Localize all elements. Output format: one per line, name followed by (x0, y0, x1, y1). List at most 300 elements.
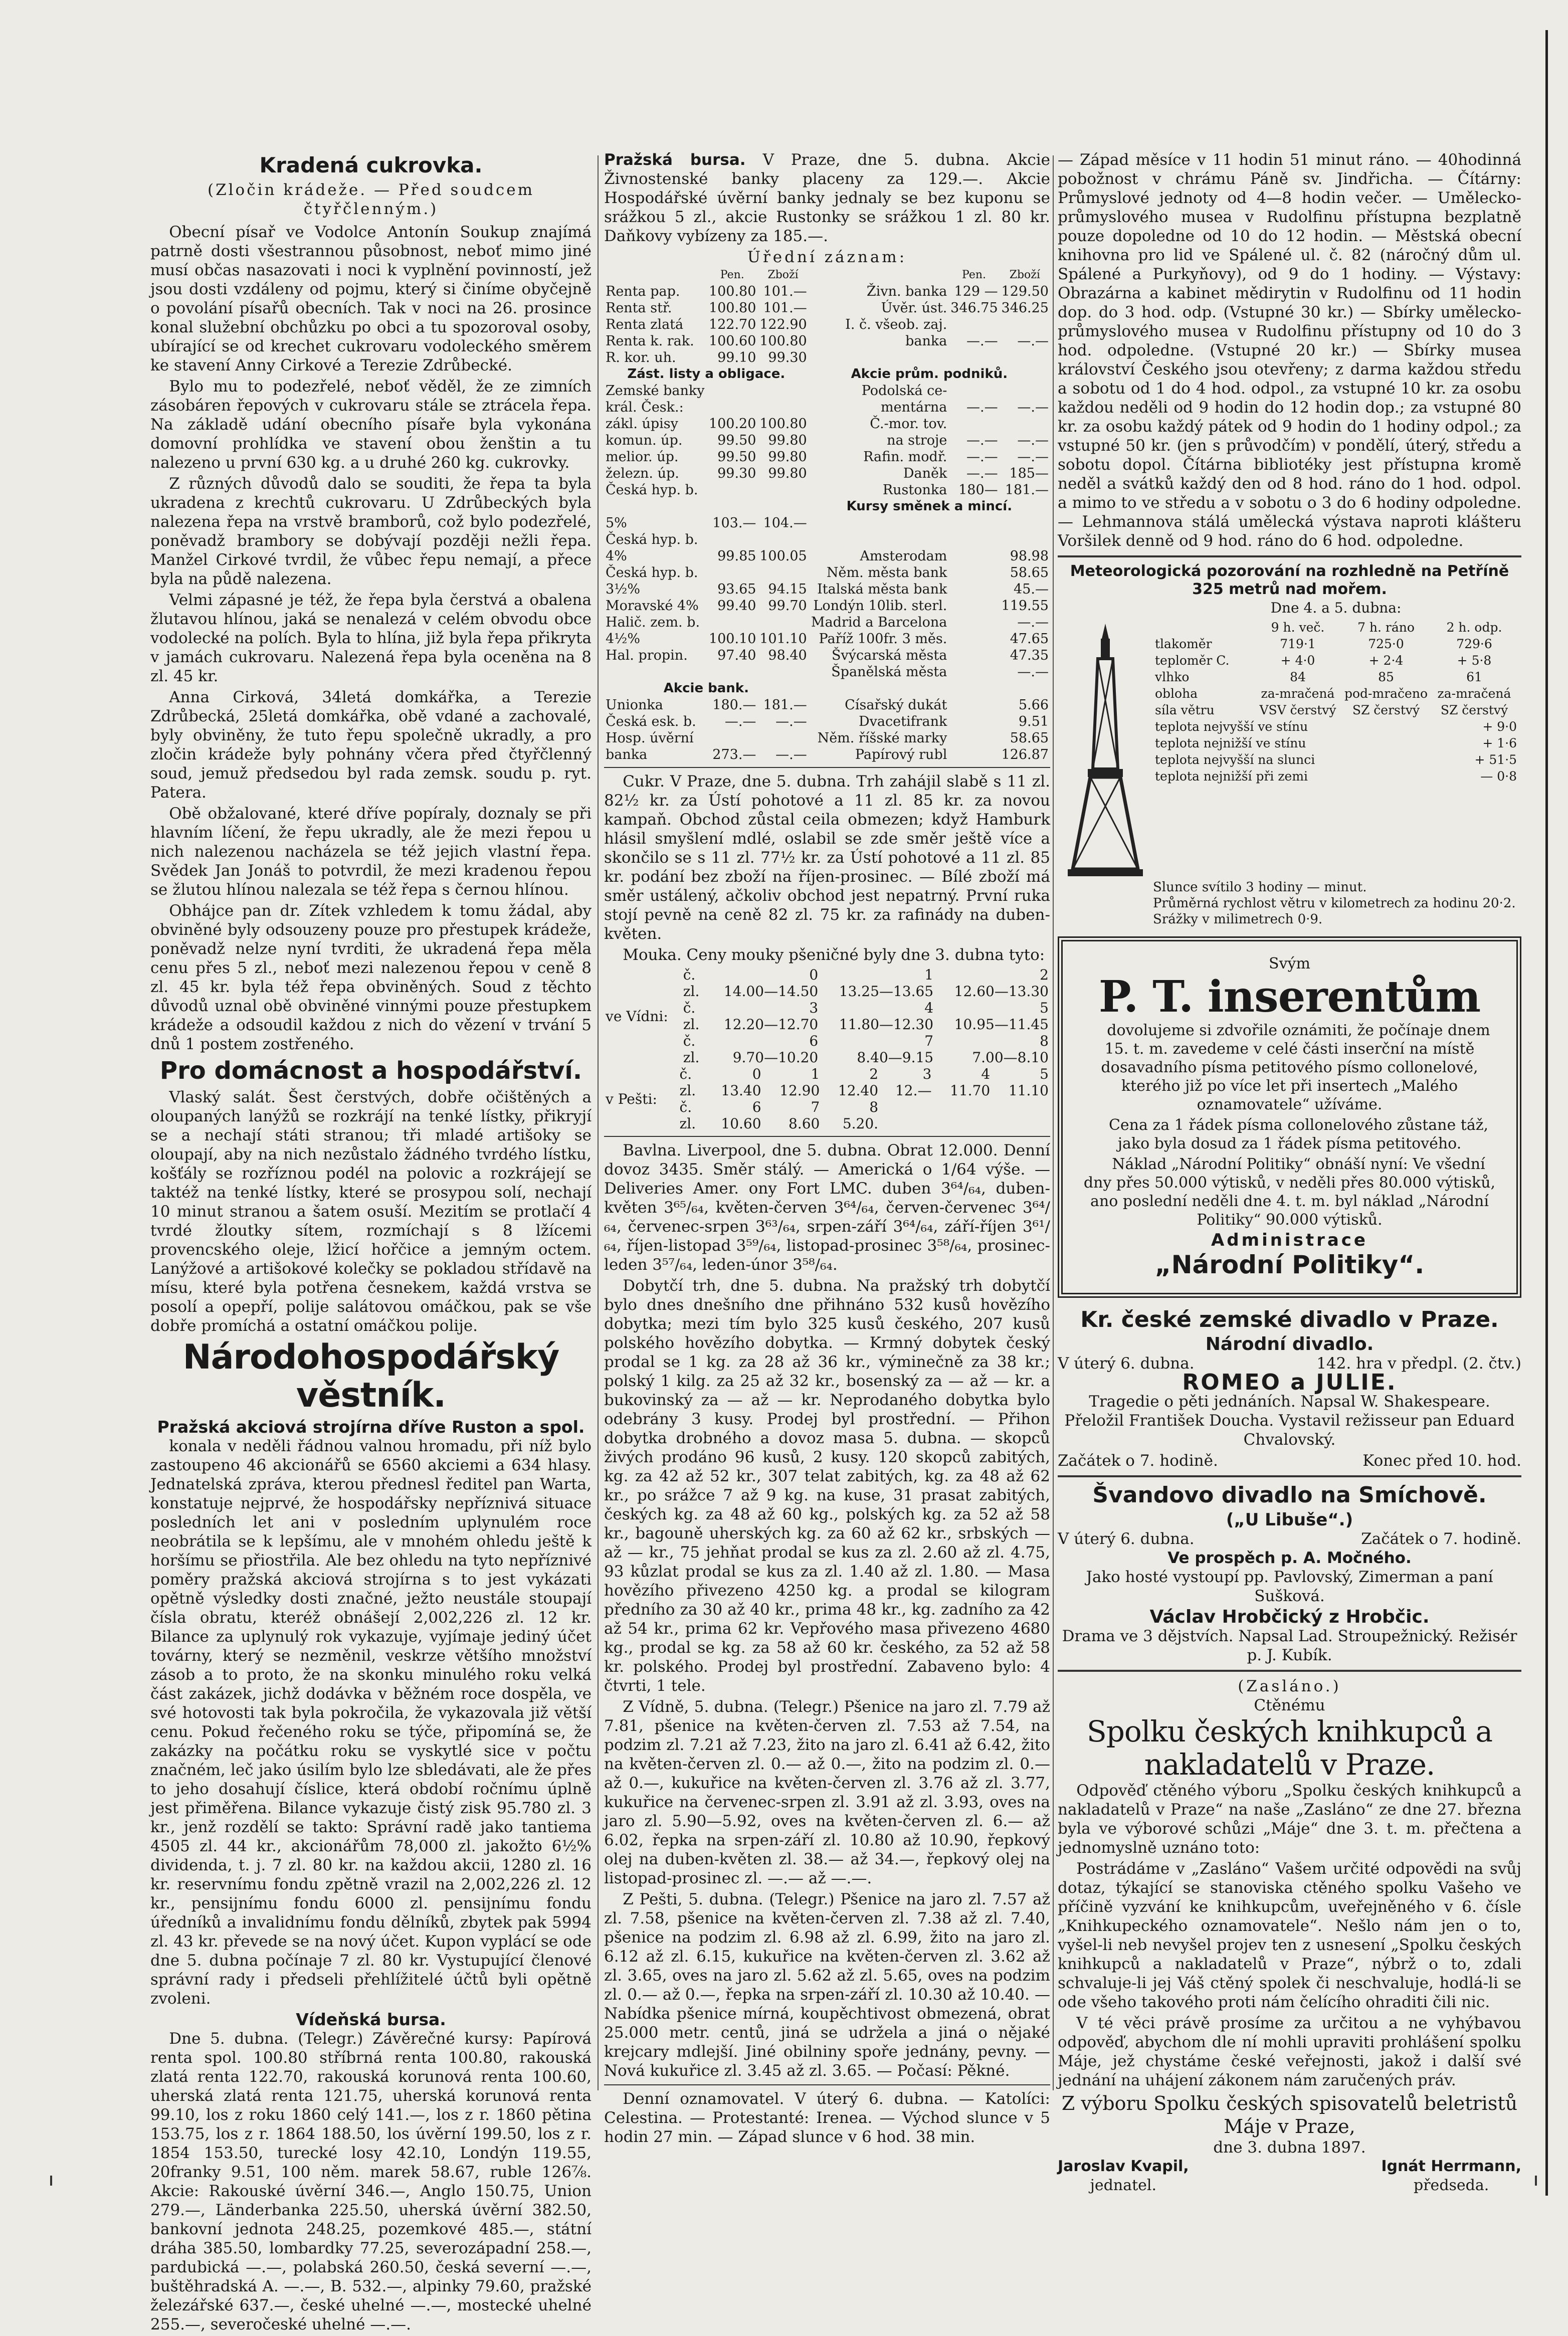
paragraph: Vlaský salát. Šest čerstvých, dobře očištěných a oloupaných lanýžů se rozkrájí na tenké lístky, přikryjí se a nechají státi stranou; tři mladé artišoky se oloupají, aby na nich nezůstalo žádného tvrdého lístku, košťály se rozříznou podél na polovic a rozkrájejí se taktéž na tenké lístky, které se prosypou solí, nechají 10 minut stranou a šatem osuší. Mezitím se protlačí 4 tvrdé žloutky sítem, rozmíchají s 8 lžícemi provencského oleje, lžicí hořčice a jemným octem. Lanýžové a artišokové kolečky se pokladou střídavě na mísu, které byla potřena česnekem, každá vrstva se posolí a opepří, polije salátovou omáčkou, pak se vše dobře promíchá a ostatní omáčkou polije. (150, 1088, 592, 1335)
table-cell: Paříž 100fr. 3 měs. (819, 631, 947, 647)
table-row (1154, 669, 1518, 685)
table-cell: 3½% (606, 581, 641, 597)
petrin-tower-icon (1068, 619, 1143, 879)
col-header: Zboží (1009, 269, 1040, 281)
table-cell: 101.— (763, 300, 807, 316)
table-cell: —.— (966, 466, 998, 481)
letter-date: dne 3. dubna 1897. (1213, 2138, 1366, 2157)
meteo-notes (1153, 879, 1521, 927)
table-cell (1000, 382, 1050, 399)
table-row (604, 966, 1050, 983)
table-cell: Unionka (606, 697, 663, 713)
table-cell: 12.40 (838, 1082, 879, 1099)
table-subhead: Akcie prům. podniků. (851, 366, 1008, 381)
paragraph: Anna Cirková, 34letá domkářka, a Terezie Zdrůbecká, 25letá domkářka, obě vdané a zachovalé, byly obviněny, že tuto řepu společně ukradly, a pro zločin krádeže byly pohnány včera před čtyřčlenný soud, jemuž předsedou byl rada zemsk. soudu p. ryt. Patera. (150, 688, 592, 802)
table-cell: 180.— (712, 697, 756, 713)
table-cell: 8 (1040, 1033, 1049, 1049)
table-cell: 7 (924, 1033, 934, 1049)
theatre-subtitle: Národní divadlo. (1205, 1334, 1374, 1354)
table-row (604, 399, 1050, 416)
paragraph: Obě obžalované, které dříve popíraly, doznaly se při hlavním líčení, že řepu ukradly, ale že mezi řepou u nich nalezenou nacházela se též jejich vlastní řepa. Svědek Jan Jonáš to potvrdil, že mezi kradenou řepou se žlutou hlínou nalezala se též řepa s černou hlínou. (150, 805, 592, 899)
table-cell (707, 614, 757, 631)
section-title: Národohospodářský věstník. (182, 1337, 559, 1415)
paragraph: Z Vídně, 5. dubna. (Telegr.) Pšenice na jaro zl. 7.79 až 7.81, pšenice na květen-červen zl. 7.53 až 7.54, na podzim zl. 7.21 až 7.23, žito na jaro zl. 6.41 až 6.42, žito na květen-červen zl. 0.— až 0.—, žito na podzim zl. 0.— až 0.—, kukuřice na květen-červen zl. 3.76 až zl. 3.77, kukuřice na červenec-srpen zl. 3.91 až zl. 3.93, oves na jaro zl. 5.90—5.92, oves na květen-červen zl. 6.— až 6.02, řepka na srpen-září zl. 10.80 až 10.90, řepkový olej na duben-květen zl. 38.— až 34.—, řepkový olej na listopad-prosinec zl. —.— až —.—. (604, 1698, 1050, 1887)
table-cell: 3 (809, 1000, 819, 1016)
table-cell: za-mračená (1437, 686, 1511, 701)
paragraph: Z různých důvodů dalo se souditi, že řepa ta byla ukradena z krechtů cukrovaru. U Zdrůbeckých byla nalezena řepa na vrstvě bramborů, což bylo podezřelé, poněvadž brambory se dobývají později nežli řepa. Manžel Cirkové tvrdil, že vůbec řepu nemají, a přece byla na půdě nalezena. (150, 475, 592, 588)
table-cell: —.— (1017, 615, 1049, 630)
letter-recipient: Spolku českých knihkupců a nakladatelů v Praze. (1087, 1714, 1492, 1782)
table-cell (707, 564, 757, 581)
table-cell: č. (683, 1000, 696, 1016)
table-cell: 6 (809, 1033, 819, 1049)
table-cell: 1 (811, 1066, 820, 1082)
article-subtitle: (Zločin krádeže. — Před soudcem čtyřčlenným.) (207, 181, 535, 218)
table-cell: —.— (1017, 664, 1049, 680)
table-row (604, 631, 1050, 647)
page-tick (50, 2176, 52, 2186)
table-row (604, 647, 1050, 664)
table-cell: 99.50 (717, 433, 756, 448)
table-row (604, 664, 1050, 680)
table-cell: 101.10 (759, 631, 807, 647)
signatures (1058, 2157, 1521, 2195)
paragraph: Denní oznamovatel. V úterý 6. dubna. — Katolíci: Celestina. — Protestanté: Irenea. — Východ slunce v 5 hodin 27 min. — Západ slunce v 6 hod. 38 min. (604, 2090, 1050, 2146)
table-cell: Švýcarská města (831, 648, 947, 663)
table-cell: Italská města bank (817, 581, 947, 597)
play-title: ROMEO a JULIE. (1182, 1370, 1397, 1395)
table-cell (757, 664, 808, 680)
table-cell (707, 531, 757, 548)
table-cell: Česká hyp. b. (606, 482, 698, 498)
table-cell (757, 564, 808, 581)
table-cell: Daněk (903, 466, 947, 481)
table-cell: 8.40—9.15 (857, 1049, 934, 1066)
table-cell: + 5·8 (1457, 653, 1492, 668)
table-cell: 11.80—12.30 (839, 1016, 934, 1033)
table-cell: Úvěr. úst. (881, 300, 947, 316)
table-cell: Česká hyp. b. (606, 532, 698, 547)
table-cell (948, 581, 999, 598)
notice-signature: Administrace (1211, 1230, 1368, 1250)
table-cell: 47.65 (1010, 631, 1049, 647)
table-cell (948, 598, 999, 614)
table-cell: Zemské banky (606, 383, 705, 399)
table-cell (948, 631, 999, 647)
table-cell: č. (679, 1066, 692, 1082)
table-cell (880, 1115, 933, 1132)
table-cell: zl. (679, 1082, 696, 1099)
table-cell: Č.-mor. tov. (870, 416, 947, 432)
col-header: 7 h. ráno (1357, 620, 1415, 635)
table-cell (707, 482, 757, 498)
table-cell: Renta k. rak. (606, 333, 694, 349)
table-cell: 58.65 (1010, 565, 1049, 580)
paragraph: — Západ měsíce v 11 hodin 51 minut ráno. — 40hodinná pobožnost v chrámu Páně sv. Jindřicha. — Čítárny: Průmyslové jednoty od 4—8 hodin večer. — Umělecko-průmyslového musea v Rudolfinu přístupna bezplatně pouze dopoledne od 10 do 12 hodin. — Městská obecní knihovna pro lid ve Spálené ul. č. 82 (náročný dům ul. Spálené a Purkyňovy), od 9 do 1 hodiny. — Výstavy: Obrazárna a kabinet mědirytin v Rudolfinu od 11 hodin dop. do 3 hod. odp. (Vstupné 30 kr.) — Sbírky umělecko-průmyslového musea v Rudolfinu přístupny od 10 do 3 hod. odpoledne. (Vstupné 20 kr.) — Sbírky musea království Českého jsou otevřeny; z darma každou středu a sobotu od 1 do 4 hod. odpol., za vstupné 10 kr. za osobu každou neděli od 9 hodin do 12 hodin dop.; za vstupné 80 kr. za osobu každý pátek od 9 hodin do 1 hodiny odpol.; za vstupné 50 kr. (jen s průvodčím) v pondělí, úterý, středu a sobotu dopol. Čítárna bibliotéky jest přístupna kromě neděl a svátků každý den od 8 hod. ráno do 1 hod. odpol. a mimo to ve středu a v sobotu o 3 do 6 hodiny odpoledne. — Lehmannova stálá umělecká výstava naproti klášteru Voršilek denně od 9 hod. ráno do 6 hod. odpoledne. (1058, 151, 1521, 550)
table-cell: Renta pap. (606, 284, 680, 299)
table-cell: 98.98 (1010, 548, 1049, 564)
table-cell: 10.60 (721, 1115, 761, 1132)
paragraph: Cena za 1 řádek písma collonelového zůstane táž, jako byla dosud za 1 řádek písma petitového. (1108, 1116, 1489, 1152)
paragraph: konala v neděli řádnou valnou hromadu, při níž bylo zastoupeno 46 akcionářů se 6560 akciemi a 634 hlasy. Jednatelská zpráva, kterou přednesl ředitel pan Warta, konstatuje nejprvé, že hospodářsky nepříznivá situace posledních let ani v posledním uplynulém roce neobrátila se k lepšímu, ale v mnohém ohledu ještě k horšímu se přiostřila. Ale bez ohledu na tyto nepříznivé poměry pražská akciová strojírna s to jest vykázati opětně výsledky dosti značné, ježto neustále stoupají čísla obratu, kteréž obnášejí 2,002,226 zl. 12 kr. Bilance za uplynulý rok vykazuje, vyjímaje jediný účet továrny, který se nezměnil, veskrze většího množství zásob a to proto, že na skonku minulého roku velká část zakázek, jichž dodávka v běžném roce dospěla, ve své hotovosti tak byla pokročila, že vykazovala již větší cenu. Pokud řečeného roku se týče, připomíná se, že zakázky na počátku roku se vyskytlé sice v počtu značném, leč jako úsilím bylo lze sbledávati, ale že přes to jeho dosahují číslice, která období ročnímu úplně jest přiměřena. Bilance vykazuje čistý zisk 95.780 zl. 3 kr., jenž rozdělí se takto: Správní radě jako tantiema 4505 zl. 44 kr., akcionářům 78,000 zl. jakožto 6½% dividenda, t. j. 7 zl. 80 kr. na každou akcii, 1280 zl. 16 kr. reservnímu fondu zpětně vrazil na 2,002,226 zl. 12 kr., pensijnímu fondu 6000 zl. pensijnímu fondu úředníků a invalidnímu fondu dělníků, zbytek pak 5994 zl. 43 kr. převede se na nový účet. Kupon vyplácí se ode dne 5. dubna počínaje 7 zl. 80 kr. Vystupující členové správní rady i předseli přehlížitelé účtů byli opětně zvoleni. (150, 1437, 592, 2008)
table-cell: Podolská ce- (861, 383, 947, 399)
table-cell: + 4·0 (1280, 653, 1315, 668)
table-cell: —.— (966, 333, 998, 349)
table-cell: na stroje (887, 433, 947, 448)
table-cell (948, 647, 999, 664)
table-cell: 100.05 (759, 548, 807, 564)
section-label: (Zasláno.) (1238, 1677, 1341, 1695)
section-title: Pro domácnost a hospodářství. (159, 1057, 582, 1085)
table-cell: 122.70 (708, 317, 756, 332)
table-cell: zl. (683, 1016, 700, 1033)
table-cell: zl. (683, 1049, 700, 1066)
table-cell: I. č. všeob. zaj. (845, 317, 947, 332)
table-cell: 99.30 (768, 350, 807, 365)
table-cell: —.— (1017, 449, 1049, 465)
row-group-label: v Pešti: (606, 1090, 657, 1107)
table-cell: —.— (724, 714, 756, 729)
table-cell: Česká esk. b. (606, 714, 696, 729)
table-cell: banka (905, 333, 947, 349)
table-cell: Česká hyp. b. (606, 565, 698, 580)
table-row (1154, 636, 1518, 652)
paragraph: Náklad „Národní Politiky“ obnáší nyní: Ve všední dny přes 50.000 výtisků, v neděli přes 80.000 výtisků, ano poslední neděli dne 4. t. m. byl náklad „Národní Politiky“ 90.000 výtisků. (1083, 1155, 1496, 1229)
paragraph: Postrádáme v „Zasláno“ Vašem určité odpovědi na svůj dotaz, týkající se stanoviska ctěného spolku Vašeho ve příčině vyzvání ke knihkupcům, uveřejněného v 6. čísle „Knihkupeckého oznamovatele“. Nešlo nám jen o to, vyšel-li neb nevyšel projev ten z usnesení „Spolku českých knihkupců a nakladatelů v Praze“, nýbrž o to, zdali schvaluje-li jej Váš ctěný spolek či neschvaluje, hodlá-li se ode všeho takového proti nám čelícího ohraditi čili nic. (1058, 1860, 1521, 2011)
table-cell: 104.— (763, 515, 807, 531)
table-cell: teplota nejvyšší na slunci (1155, 752, 1315, 767)
table-cell: král. Česk.: (606, 400, 684, 415)
theatre-title: Švandovo divadlo na Smíchově. (1092, 1482, 1487, 1508)
table-cell (757, 531, 808, 548)
table-cell: Rustonka (882, 482, 947, 498)
flour-table-vienna (604, 966, 1050, 1066)
table-cell (707, 664, 757, 680)
column-rule (598, 155, 599, 2090)
page-border (1545, 30, 1548, 2196)
table-cell (1000, 349, 1050, 366)
inserent-notice (1058, 936, 1521, 1298)
table-row (1154, 620, 1518, 635)
paragraph: Cukr. V Praze, dne 5. dubna. Trh zahájil slabě s 11 zl. 82½ kr. za Ústí pohotové a 11 zl. 85 kr. za novou kampaň. Obchod zůstal ceila obmezen; když Hamburk hlásil smyšlení mdlé, oslabil se zde směr ještě více a skončilo se s 11 zl. 77½ kr. za Ústí pohotové a 11 zl. 85 kr. podání bez zboží na říjen-prosinec. — Bílé zboží má směr ustálený, ačkoliv obchod jest nepatrný. První ruka stojí pevně na ceně 82 zl. 75 kr. za rafinády na duben-květen. (604, 772, 1050, 943)
table-cell: teplota nejnižší ve stínu (1155, 736, 1306, 750)
letter-sender: Z výboru Spolku českých spisovatelů beletristů Máje v Praze, (1061, 2092, 1518, 2137)
table-cell: 14.00—14.50 (723, 983, 819, 1000)
table-row (604, 746, 1050, 763)
table-cell: vlhko (1155, 670, 1190, 684)
column-2 (604, 150, 1050, 2149)
table-cell: 346.25 (1001, 300, 1049, 316)
table-cell (757, 382, 808, 399)
table-cell: Moravské 4% (606, 598, 699, 614)
table-cell: —.— (966, 433, 998, 448)
table-cell (948, 614, 999, 631)
table-cell: č. (683, 966, 696, 983)
table-row (604, 1066, 1050, 1082)
table-cell (707, 382, 757, 399)
table-cell: 9.70—10.20 (732, 1049, 819, 1066)
paragraph: V té věci právě prosíme za určitou a ne vyhýbavou odpověď, abychom dle ní mohli upraviti prohlášení spolku Máje, jež chystáme české veřejnosti, jakož i další své jednání na uhájení zákonem nám zaručených práv. (1058, 2014, 1521, 2089)
paragraph: Obhájce pan dr. Zítek vzhledem k tomu žádal, aby obviněné byly odsouzeny pouze pro přestupek krádeže, poněvadž nelze nyní tvrditi, že ukradená řepa měla cenu přes 5 zl., neboť mezi nalezenou řepou v ceně 8 zl. 45 kr. byla též řepa obviněných. Soud z těchto důvodů uznal obě obviněné vinnými pouze přestupkem krádeže a odsoudil každou z nich do vězení v trvání 5 dnů 1 postem zostřeného. (150, 902, 592, 1053)
table-cell: + 2·4 (1368, 653, 1404, 668)
table-cell (948, 382, 999, 399)
table-row (604, 382, 1050, 399)
table-cell (948, 531, 999, 548)
paragraph: Bylo mu to podezřelé, neboť věděl, že ze zimních zásobáren řepových v cukrovaru stále se ztrácela řepa. Na základě udání obecního písaře byla vykonána domovní prohlídka ve stavení obou ženštin a tu nalezeno u první 630 kg. a u druhé 260 kg. cukrovky. (150, 377, 592, 472)
paragraph: Dne 5. dubna. (Telegr.) Závěrečné kursy: Papírová renta spol. 100.80 stříbrná renta 100.80, rakouská zlatá renta 122.70, rakouská korunová renta 100.60, uherská zlatá renta 121.75, uherská korunová renta 99.10, los z roku 1860 celý 141.—, los z r. 1860 pětina 153.75, los z r. 1864 188.50, los úvěrní 199.50, los z r. 1854 153.50, turecké losy 42.10, Londýn 119.55, 20franky 9.51, 100 něm. marek 58.67, ruble 126⅞. Akcie: Rakouské úvěrní 346.—, Anglo 150.75, Union 279.—, Länderbanka 225.50, uherská úvěrní 382.50, bankovní jednota 248.25, pozemkové 485.—, státní dráha 385.50, lombardky 77.25, severozápadní 258.—, pardubická —.—, polabská 260.50, česká severní —.—, buštěhradská A. —.—, B. 532.—, alpinky 79.60, pražské železářské 637.—, české uhelné —.—, mostecké uhelné 255.—, severočeské uhelné —.—. (150, 2030, 592, 2333)
table-cell: — 0·8 (1480, 769, 1517, 784)
table-cell: 10.95—11.45 (954, 1016, 1049, 1033)
date: V úterý 6. dubna. (1058, 1530, 1195, 1548)
table-cell: 100.80 (759, 333, 807, 349)
table-cell: 7 (811, 1099, 820, 1115)
table-cell: 126.87 (1001, 747, 1049, 762)
table-cell: 7.00—8.10 (972, 1049, 1049, 1066)
table-cell (948, 416, 999, 432)
table-cell: 61 (1466, 670, 1482, 684)
table-subhead: Zást. listy a obligace. (627, 366, 786, 381)
table-cell (1000, 515, 1050, 531)
signature-role: jednatel. (1090, 2177, 1157, 2194)
table-row (604, 730, 1050, 746)
table-cell: 99.50 (717, 449, 756, 465)
paragraph: Bavlna. Liverpool, dne 5. dubna. Obrat 12.000. Denní dovoz 3435. Směr stálý. — Americká o 1/64 výše. — Deliveries Amer. ony Fort LMC. duben 3⁶⁴/₆₄, duben-květen 3⁶⁵/₆₄, květen-červen 3⁶⁴/₆₄, červen-červenec 3⁶⁴/₆₄, červenec-srpen 3⁶³/₆₄, srpen-září 3⁶⁴/₆₄, září-říjen 3⁶¹/₆₄, říjen-listopad 3⁵⁹/₆₄, listopad-prosinec 3⁵⁸/₆₄, prosinec-leden 3⁵⁷/₆₄, leden-únor 3⁵⁸/₆₄. (604, 1141, 1050, 1274)
table-cell: 99.40 (717, 598, 756, 614)
table-cell: zákl. úpisy (606, 416, 678, 432)
table-cell: VSV čerstvý (1259, 703, 1336, 717)
table-cell (809, 531, 949, 548)
table-cell: železn. úp. (606, 466, 679, 481)
table-cell (948, 548, 999, 564)
table-cell: 9.51 (1018, 714, 1049, 729)
col-header: 2 h. odp. (1446, 620, 1502, 635)
article-title: Kradená cukrovka. (259, 153, 483, 177)
table-cell: 100.80 (759, 416, 807, 432)
table-cell: 58.65 (1010, 730, 1049, 746)
table-cell: 346.75 (950, 300, 998, 316)
meteo-date: Dne 4. a 5. dubna: (1270, 600, 1402, 616)
table-cell: 8.60 (788, 1115, 820, 1132)
table-cell: 129.50 (1001, 284, 1049, 299)
table-cell: 122.90 (759, 317, 807, 332)
table-cell: zl. (683, 983, 700, 1000)
table-cell: 100.80 (708, 284, 756, 299)
table-cell: Londýn 10lib. sterl. (813, 598, 947, 614)
benefit-line: Ve prospěch p. A. Močného. (1167, 1549, 1412, 1567)
table-cell: SZ čerstvý (1440, 703, 1508, 717)
table-cell (707, 730, 757, 746)
subsection-title: Pražská bursa. (604, 151, 746, 169)
flour-table-pest (604, 1066, 1050, 1132)
performance-number: 142. hra v předpl. (2. čtv.) (1316, 1354, 1521, 1373)
table-cell: 99.10 (717, 350, 756, 365)
table-row (604, 316, 1050, 333)
theatre-title: Kr. české zemské divadlo v Praze. (1080, 1307, 1499, 1332)
table-cell: 725·0 (1368, 637, 1404, 651)
paragraph: Mouka. Ceny mouky pšeničné byly dne 3. dubna tyto: (623, 946, 1045, 964)
table-row (604, 713, 1050, 730)
table-cell (933, 1115, 992, 1132)
table-cell: 98.40 (768, 648, 807, 663)
table-cell: za-mračená (1261, 686, 1335, 701)
table-cell: mentárna (881, 400, 947, 415)
table-cell: Něm. říšské marky (817, 730, 947, 746)
table-row (1154, 719, 1518, 734)
paragraph: Jako hosté vystoupí pp. Pavlovský, Zimerman a paní Sušková. (1086, 1568, 1493, 1605)
table-cell (948, 664, 999, 680)
table-cell: Císařský dukát (845, 697, 947, 713)
column-1 (150, 150, 592, 2336)
table-cell: teplota nejvyšší ve stínu (1155, 719, 1308, 734)
table-cell (948, 564, 999, 581)
table-cell: komun. úp. (606, 433, 683, 448)
table-cell: 719·1 (1280, 637, 1316, 651)
start-time: Začátek o 7. hodině. (1361, 1530, 1521, 1548)
page-tick (1535, 2176, 1537, 2186)
table-cell: 12.20—12.70 (723, 1016, 819, 1033)
table-cell: —.— (1017, 433, 1049, 448)
table-cell: 99.70 (768, 598, 807, 614)
table-row (604, 515, 1050, 531)
table-cell: 1 (924, 966, 934, 983)
quote-title: Úřední záznam: (747, 248, 907, 266)
table-cell: 101.— (763, 284, 807, 299)
table-cell (757, 614, 808, 631)
table-cell (880, 1099, 933, 1115)
table-cell: + 51·5 (1474, 752, 1517, 767)
table-row (604, 482, 1050, 498)
table-cell (992, 1099, 1050, 1115)
table-row (604, 581, 1050, 598)
table-row (604, 531, 1050, 548)
start-time: Začátek o 7. hodině. (1058, 1452, 1218, 1470)
table-cell: 99.80 (768, 433, 807, 448)
quote-table (604, 267, 1050, 763)
notice-salutation: Svým (1269, 955, 1310, 972)
col-header: Pen. (720, 269, 744, 281)
table-cell: 93.65 (717, 581, 756, 597)
table-cell: 13.25—13.65 (839, 983, 934, 1000)
table-cell: 99.80 (768, 449, 807, 465)
table-cell: 84 (1290, 670, 1306, 684)
table-cell: Halič. zem. b. (606, 615, 700, 630)
table-row (604, 349, 1050, 366)
table-cell: —.— (775, 714, 807, 729)
table-cell: R. kor. uh. (606, 350, 676, 365)
table-cell: 4% (606, 548, 627, 564)
table-cell: teploměr C. (1155, 653, 1230, 668)
table-row (1154, 735, 1518, 751)
table-row (1154, 768, 1518, 784)
table-row (604, 614, 1050, 631)
table-cell: 0 (752, 1066, 761, 1082)
meteo-note: Průměrná rychlost větru v kilometrech za hodinu 20·2. (1153, 896, 1516, 911)
table-cell: 5.20. (842, 1115, 879, 1132)
table-cell (1000, 316, 1050, 333)
meteo-block (1058, 599, 1521, 879)
table-cell: č. (679, 1099, 692, 1115)
table-cell (707, 399, 757, 416)
table-cell: SZ čerstvý (1352, 703, 1420, 717)
subsection-title: Pražská akciová strojírna dříve Ruston a spol. (157, 1417, 585, 1437)
table-subhead: Akcie bank. (663, 681, 749, 696)
table-cell: 5.66 (1018, 697, 1049, 713)
table-cell (948, 316, 999, 333)
table-cell: 97.40 (717, 648, 756, 663)
table-cell: 129 — (954, 284, 998, 299)
table-cell (1000, 416, 1050, 432)
column-rule (1053, 155, 1054, 2090)
table-cell: Dvacetifrank (859, 714, 947, 729)
notice-paper-name: „Národní Politiky“. (1154, 1250, 1425, 1279)
meteo-title: Meteorologická pozorování na rozhledně na Petříně 325 metrů nad mořem. (1070, 562, 1509, 598)
paragraph: Dobytčí trh, dne 5. dubna. Na pražský trh dobytčí bylo dnes dnešního dne přihnáno 532 kusů hovězího dobytka; mezi tím bylo 325 kusů českého, 207 kusů polského hovězího dobytka. — Krmný dobytek český prodal se 1 kg. za 28 až 36 kr., výminečně za 38 kr.; polský 1 kilg. za 25 až 32 kr., bosenský za — až — kr. a bukovinský za — až — kr. Neprodaného dobytka bylo odebrány 3 kusy. Prodej byl prostřední. — Přihon dobytka drobného a dovoz masa 5. dubna. — skopců živých prodáno 96 kusů, 2 kusy. 120 skopců zabitých, kg. za 42 až 52 kr., 307 telat zabitých, kg. za 48 až 62 kr., po srážce 7 až 9 kg. na kuse, 31 prasat zabitých, českých kg. za 48 až 60 kg., polských kg. za 52 až 58 kr., bagouně uherských kg. za 60 až 62 kr., srbských — až — kr., 75 jehňat prodal se kus za zl. 2.60 až zl. 4.75, 93 kůzlat prodal se kus za zl. 1.40 až zl. 1.80. — Masa hovězího přivezeno 4250 kg. a prodal se kilogram předního za 30 až 40 kr., prima 48 kr., kg. zadního za 42 až 54 kr., prima 62 kr. Vepřového masa přivezeno 4680 kg., prodal se kg. za 58 až 60 kr. českého, za 52 až 58 kr. polského. Prodej byl prostřední. Zabaveno bylo: 4 čtvrti, 1 tele. (604, 1277, 1050, 1695)
table-cell: 11.70 (950, 1082, 991, 1099)
table-cell: 119.55 (1001, 598, 1049, 614)
table-cell: Živn. banka (866, 284, 947, 299)
table-row (1154, 752, 1518, 767)
table-cell (948, 515, 999, 531)
table-row (604, 283, 1050, 300)
signature-name: Jaroslav Kvapil, (1058, 2158, 1189, 2175)
date: V úterý 6. dubna. (1058, 1354, 1195, 1373)
table-cell: 2 (869, 1066, 879, 1082)
signature-role: předseda. (1414, 2177, 1489, 2194)
table-cell (809, 349, 949, 366)
table-cell: melior. úp. (606, 449, 679, 465)
table-cell: —.— (966, 449, 998, 465)
table-cell: síla větru (1155, 703, 1215, 717)
table-row (1154, 653, 1518, 668)
table-cell (757, 482, 808, 498)
table-cell: —.— (966, 400, 998, 415)
table-row (604, 465, 1050, 482)
table-cell: 4 (981, 1066, 991, 1082)
table-cell: 94.15 (768, 581, 807, 597)
table-cell: 47.35 (1010, 648, 1049, 663)
table-row (604, 449, 1050, 465)
table-row (604, 697, 1050, 713)
paragraph: dovolujeme si zdvořile oznámiti, že počínaje dnem 15. t. m. zavedeme v celé části inserční na místě dosavadního písma petitového písmo collonelové, kterého již po více let při insertech „Malého oznamovatele“ užíváme. (1101, 1022, 1490, 1113)
theatre-subtitle: („U Libuše“.) (1226, 1510, 1353, 1530)
table-cell: 180— (958, 482, 998, 498)
table-cell: 8 (869, 1099, 879, 1115)
table-cell: 2 (1040, 966, 1049, 983)
table-row (604, 564, 1050, 581)
table-cell: Madrid a Barcelona (811, 615, 947, 630)
table-cell: 100.80 (708, 300, 756, 316)
table-cell: 4 (924, 1000, 934, 1016)
table-cell: 5 (1040, 1066, 1049, 1082)
table-cell: teplota nejnižší při zemi (1155, 769, 1308, 784)
table-cell: + 9·0 (1482, 719, 1517, 734)
table-cell (948, 730, 999, 746)
table-cell (948, 697, 999, 713)
table-row (1154, 702, 1518, 718)
table-cell: 99.85 (717, 548, 756, 564)
table-cell: tlakoměr (1155, 637, 1212, 651)
column-3 (1058, 150, 1521, 2195)
table-cell: Hal. propin. (606, 648, 688, 663)
table-cell (809, 515, 949, 531)
table-subhead: Kursy směnek a mincí. (846, 499, 1013, 514)
table-cell: Hosp. úvěrní (606, 730, 694, 746)
table-cell: 45.— (1014, 581, 1049, 597)
notice-title: P. T. inserentům (1098, 971, 1481, 1022)
paragraph: Z Pešti, 5. dubna. (Telegr.) Pšenice na jaro zl. 7.57 až zl. 7.58, pšenice na květen-červen zl. 7.38 až zl. 7.40, pšenice na podzim zl. 6.98 až zl. 6.99, žito na jaro zl. 6.12 až zl. 6.15, kukuřice na květen-červen zl. 3.62 až zl. 3.65, oves na jaro zl. 5.62 až zl. 5.65, oves na podzim zl. 0.— až 0.—, řepka na srpen-září zl. 10.30 až 10.40. — Nabídka pšenice mírná, koupěchtivost obmezená, obrat 25.000 metr. centů, jiná se udržela a jiná o nějaké krejcary mdlejší. Jiné obilniny spoře jednány, pevny. — Nová kukuřice zl. 3.45 až zl. 3.65. — Počasí: Pěkné. (604, 1890, 1050, 2080)
table-cell: obloha (1155, 686, 1198, 701)
table-cell (1000, 531, 1050, 548)
